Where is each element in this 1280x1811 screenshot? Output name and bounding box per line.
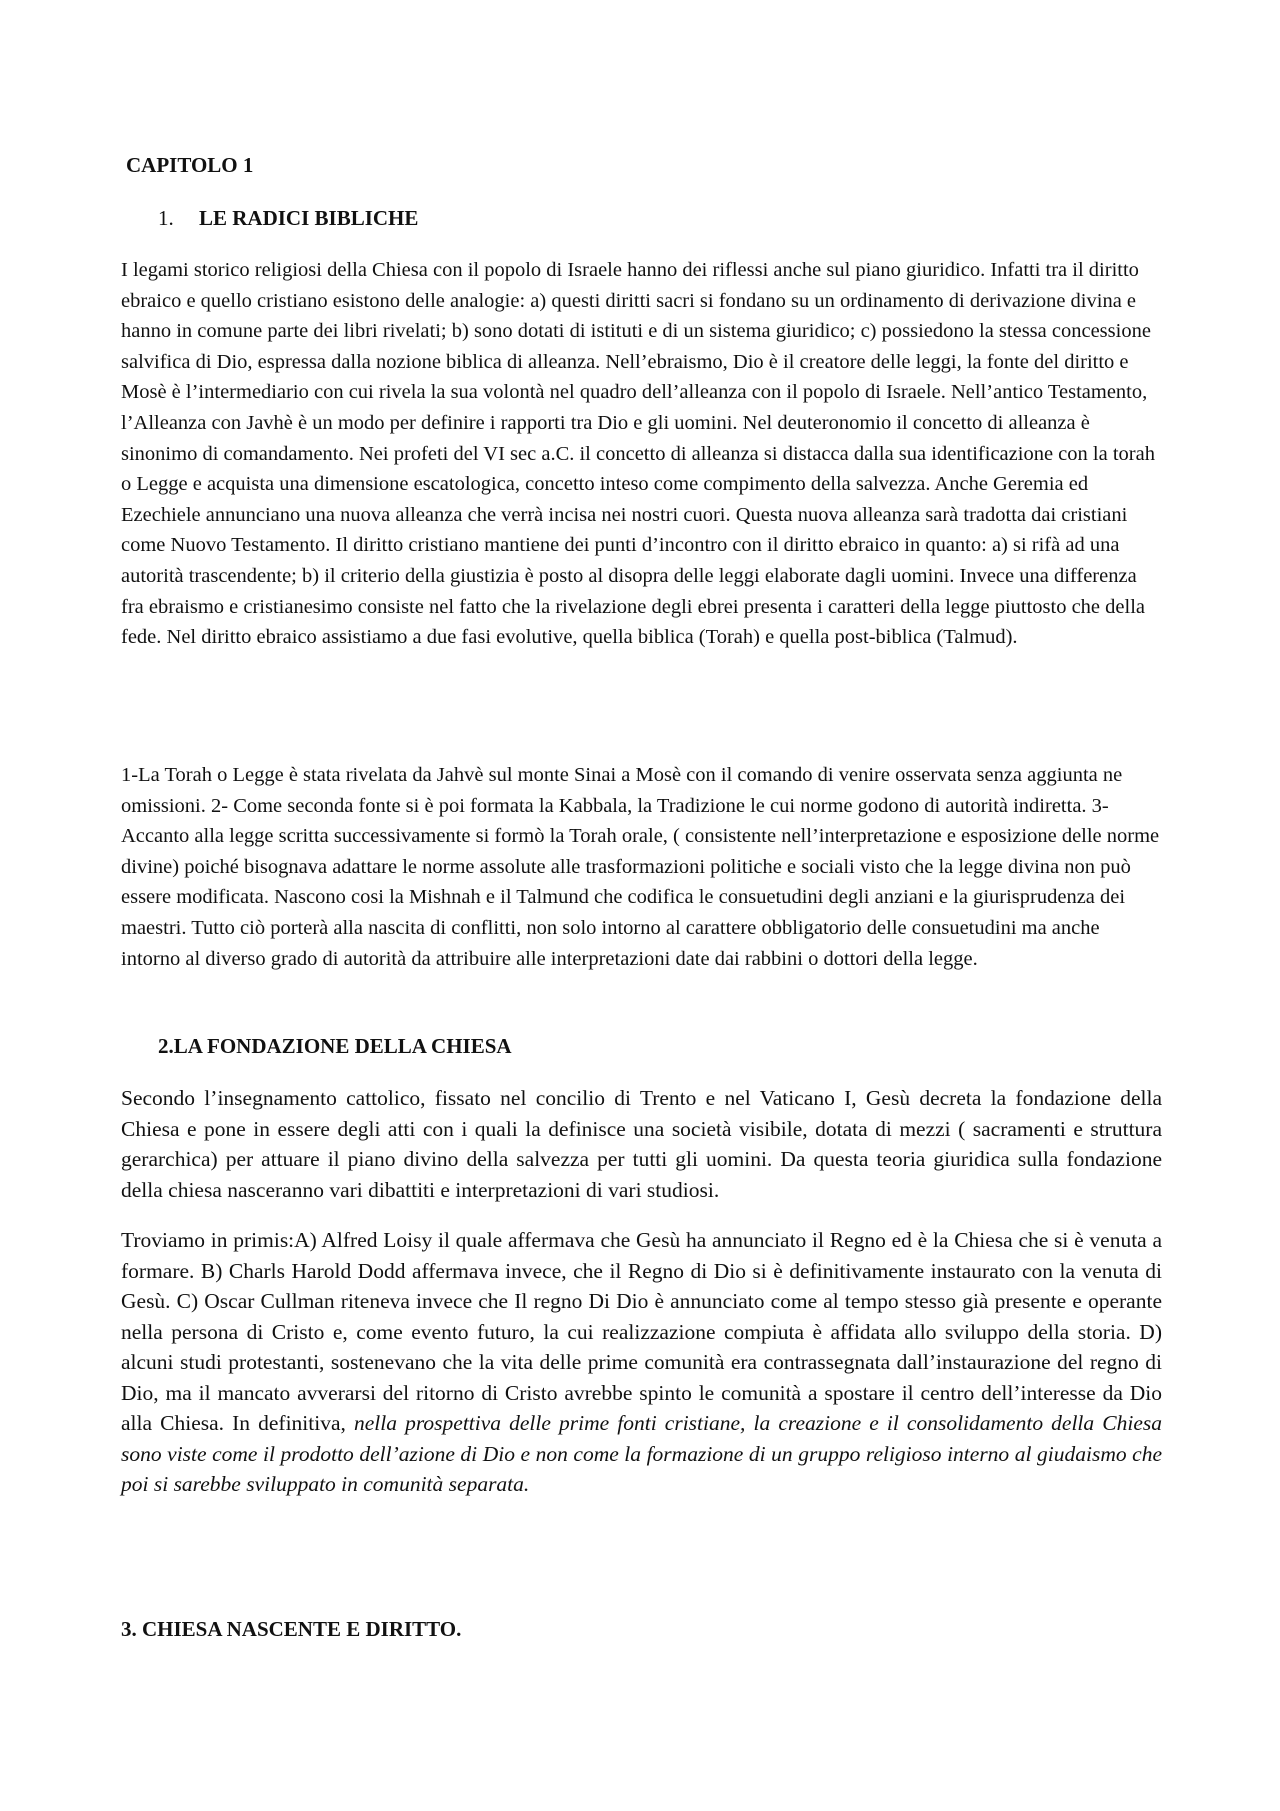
section2-paragraph-2-text: Troviamo in primis:A) Alfred Loisy il quale affermava che Gesù ha annunciato il Regno ed è la Chiesa che si è venuta a formare. B) Charls Harold Dodd affermava invece, che il Regno di Dio si è definitivamente instaurato con la venuta di Gesù. C) Oscar Cullman riteneva invece che Il regno Di Dio è annunciato come al tempo stesso già presente e operante nella persona di Cristo e, come evento futuro, la cui realizzazione compiuta è affidata allo sviluppo della storia. D) alcuni studi protestanti, sostenevano che la vita delle prime comunità era contrassegnata dall’instaurazione del regno di Dio, ma il mancato avverarsi del ritorno di Cristo avrebbe spinto le comunità a spostare il centro dell’interesse da Dio alla Chiesa. In definitiva, <box>121 1228 1162 1435</box>
section2-heading: 2.LA FONDAZIONE DELLA CHIESA <box>158 1034 512 1058</box>
section1-number: 1. <box>158 206 174 230</box>
chapter-title: CAPITOLO 1 <box>126 153 254 177</box>
section1-heading <box>158 205 418 231</box>
section1-paragraph-1: I legami storico religiosi della Chiesa con il popolo di Israele hanno dei riflessi anche sul piano giuridico. Infatti tra il diritto ebraico e quello cristiano esistono delle analogie: a) questi diritti sacri si fondano su un ordinamento di derivazione divina e hanno in comune parte dei libri rivelati; b) sono dotati di istituti e di un sistema giuridico; c) possiedono la stessa concessione salvifica di Dio, espressa dalla nozione biblica di alleanza. Nell’ebraismo, Dio è il creatore delle leggi, la fonte del diritto e Mosè è l’intermediario con cui rivela la sua volontà nel quadro dell’alleanza con il popolo di Israele. Nell’antico Testamento, l’Alleanza con Javhè è un modo per definire i rapporti tra Dio e gli uomini. Nel deuteronomio il concetto di alleanza è sinonimo di comandamento. Nei profeti del VI sec a.C. il concetto di alleanza si distacca dalla sua identificazione con la torah o Legge e acquista una dimensione escatologica, concetto inteso come compimento della salvezza. Anche Geremia ed Ezechiele annunciano una nuova alleanza che verrà incisa nei nostri cuori. Questa nuova alleanza sarà tradotta dai cristiani come Nuovo Testamento. Il diritto cristiano mantiene dei punti d’incontro con il diritto ebraico in quanto: a) si rifà ad una autorità trascendente; b) il criterio della giustizia è posto al disopra delle leggi elaborate dagli uomini. Invece una differenza fra ebraismo e cristianesimo consiste nel fatto che la rivelazione degli ebrei presenta i caratteri della legge piuttosto che della fede. Nel diritto ebraico assistiamo a due fasi evolutive, quella biblica (Torah) e quella post-biblica (Talmud). <box>121 259 1155 649</box>
section1-paragraph-2: 1-La Torah o Legge è stata rivelata da Jahvè sul monte Sinai a Mosè con il comando di venire osservata senza aggiunta ne omissioni. 2- Come seconda fonte si è poi formata la Kabbala, la Tradizione le cui norme godono di autorità indiretta. 3- Accanto alla legge scritta successivamente si formò la Torah orale, ( consistente nell’interpretazione e esposizione delle norme divine) poiché bisognava adattare le norme assolute alle trasformazioni politiche e sociali visto che la legge divina non può essere modificata. Nascono cosi la Mishnah e il Talmund che codifica le consuetudini degli anziani e la giurisprudenza dei maestri. Tutto ciò porterà alla nascita di conflitti, non solo intorno al carattere obbligatorio delle consuetudini ma anche intorno al diverso grado di autorità da attribuire alle interpretazioni date dai rabbini o dottori della legge. <box>121 764 1160 970</box>
section3-heading: 3. CHIESA NASCENTE E DIRITTO. <box>121 1617 462 1641</box>
section1-title: LE RADICI BIBLICHE <box>199 206 419 230</box>
section2-paragraph-2 <box>121 1225 1162 1500</box>
section2-paragraph-1: Secondo l’insegnamento cattolico, fissato nel concilio di Trento e nel Vaticano I, Gesù decreta la fondazione della Chiesa e pone in essere degli atti con i quali la definisce una società visibile, dotata di mezzi ( sacramenti e struttura gerarchica) per attuare il piano divino della salvezza per tutti gli uomini. Da questa teoria giuridica sulla fondazione della chiesa nasceranno vari dibattiti e interpretazioni di vari studiosi. <box>121 1086 1162 1202</box>
section2-paragraph-2-italic: nella prospettiva delle prime fonti cristiane, la creazione e il consolidamento della Chiesa sono viste come il prodotto dell’azione di Dio e non come la formazione di un gruppo religioso interno al giudaismo che poi si sarebbe sviluppato in comunità separata. <box>121 1411 1162 1496</box>
